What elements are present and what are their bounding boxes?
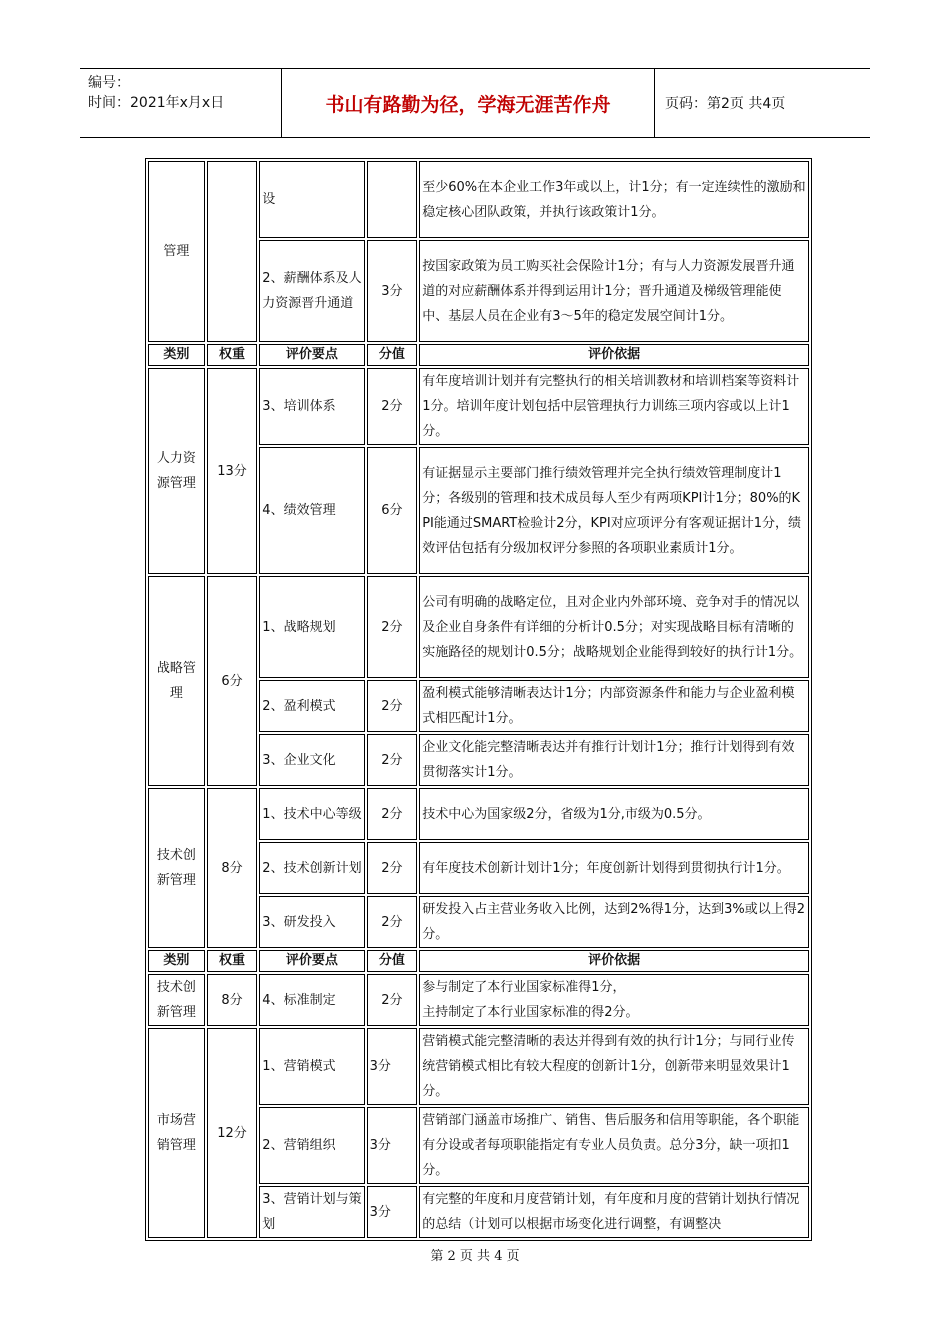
score-cell: [367, 161, 418, 238]
score-cell: 2分: [367, 842, 418, 894]
column-header-basis: 评价依据: [419, 344, 809, 366]
point-cell: 3、营销计划与策划: [259, 1186, 364, 1238]
basis-cell: 公司有明确的战略定位，且对企业内外部环境、竞争对手的情况以及企业自身条件有详细的分析计0.5分；对实现战略目标有清晰的实施路径的规划计0.5分；战略规划企业能得到较好的执行计1分。: [419, 576, 809, 678]
table-row: [148, 1028, 809, 1105]
category-cell: 管理: [148, 161, 205, 342]
code-label: 编号：: [88, 75, 130, 91]
weight-cell: 8分: [207, 974, 258, 1026]
page-label: 页码：第2页 共4页: [665, 96, 786, 112]
point-cell: 2、薪酬体系及人力资源晋升通道: [259, 240, 364, 342]
point-cell: 设: [259, 161, 364, 238]
category-cell: 市场营销管理: [148, 1028, 205, 1238]
basis-cell: 有年度培训计划并有完整执行的相关培训教材和培训档案等资料计1分。培训年度计划包括中层管理执行力训练三项内容或以上计1分。: [419, 368, 809, 445]
score-cell: 3分: [367, 1186, 418, 1238]
table-row: [148, 576, 809, 678]
header-meta: [80, 69, 281, 137]
basis-cell: 技术中心为国家级2分，省级为1分,市级为0.5分。: [419, 788, 809, 840]
point-cell: 3、研发投入: [259, 896, 364, 948]
table-row: [148, 788, 809, 840]
score-cell: 6分: [367, 447, 418, 574]
point-cell: 4、绩效管理: [259, 447, 364, 574]
page-header: [80, 68, 870, 138]
motto: 书山有路勤为径，学海无涯苦作舟: [281, 69, 655, 137]
column-header-row: [148, 950, 809, 972]
basis-cell: 营销部门涵盖市场推广、销售、售后服务和信用等职能，各个职能有分设或者每项职能指定有专业人员负责。总分3分，缺一项扣1分。: [419, 1107, 809, 1184]
basis-line: 主持制定了本行业国家标准的得2分。: [422, 1005, 639, 1020]
score-cell: 3分: [367, 1028, 418, 1105]
category-cell: 技术创新管理: [148, 788, 205, 948]
score-cell: 2分: [367, 734, 418, 786]
basis-cell: 按国家政策为员工购买社会保险计1分；有与人力资源发展晋升通道的对应薪酬体系并得到运用计1分；晋升通道及梯级管理能使中、基层人员在企业有3～5年的稳定发展空间计1分。: [419, 240, 809, 342]
basis-text: 有完整的年度和月度营销计划，有年度和月度的营销计划执行情况的总结（计划可以根据市场变化进行调整，有调整决: [422, 1192, 800, 1232]
column-header-point: 评价要点: [259, 344, 364, 366]
column-header-category: 类别: [148, 950, 205, 972]
score-cell: 3分: [367, 240, 418, 342]
point-cell: 4、标准制定: [259, 974, 364, 1026]
weight-cell: 6分: [207, 576, 258, 786]
weight-cell: [207, 161, 258, 342]
score-cell: 2分: [367, 576, 418, 678]
weight-cell: 13分: [207, 368, 258, 574]
weight-cell: 12分: [207, 1028, 258, 1238]
score-cell: 2分: [367, 368, 418, 445]
score-cell: 2分: [367, 896, 418, 948]
evaluation-table: [145, 158, 812, 1241]
column-header-point: 评价要点: [259, 950, 364, 972]
column-header-row: [148, 344, 809, 366]
column-header-score: 分值: [367, 950, 418, 972]
score-cell: 3分: [367, 1107, 418, 1184]
score-cell: 2分: [367, 974, 418, 1026]
point-cell: 3、培训体系: [259, 368, 364, 445]
column-header-weight: 权重: [207, 950, 258, 972]
point-cell: 1、营销模式: [259, 1028, 364, 1105]
point-cell: 2、盈利模式: [259, 680, 364, 732]
point-cell: 1、战略规划: [259, 576, 364, 678]
point-cell: 2、技术创新计划: [259, 842, 364, 894]
page-footer: 第 2 页 共 4 页: [430, 1249, 520, 1264]
column-header-basis: 评价依据: [419, 950, 809, 972]
category-cell: 技术创新管理: [148, 974, 205, 1026]
date-label: 时间：2021年x月x日: [88, 95, 225, 111]
basis-cell: [419, 1186, 809, 1238]
point-cell: 1、技术中心等级: [259, 788, 364, 840]
column-header-weight: 权重: [207, 344, 258, 366]
basis-cell: 企业文化能完整清晰表达并有推行计划计1分；推行计划得到有效贯彻落实计1分。: [419, 734, 809, 786]
score-cell: 2分: [367, 680, 418, 732]
basis-cell: 至少60%在本企业工作3年或以上，计1分；有一定连续性的激励和稳定核心团队政策，并执行该政策计1分。: [419, 161, 809, 238]
basis-cell: 研发投入占主营业务收入比例，达到2%得1分，达到3%或以上得2分。: [419, 896, 809, 948]
basis-cell: 有证据显示主要部门推行绩效管理并完全执行绩效管理制度计1分；各级别的管理和技术成员每人至少有两项KPI计1分；80%的KPI能通过SMART检验计2分，KPI对应项评分有客观证据计1分，绩效评估包括有分级加权评分参照的各项职业素质计1分。: [419, 447, 809, 574]
weight-cell: 8分: [207, 788, 258, 948]
table-row: [148, 368, 809, 445]
category-cell: 人力资源管理: [148, 368, 205, 574]
table-row: [148, 161, 809, 238]
category-cell: 战略管理: [148, 576, 205, 786]
basis-cell: 营销模式能完整清晰的表达并得到有效的执行计1分；与同行业传统营销模式相比有较大程度的创新计1分，创新带来明显效果计1分。: [419, 1028, 809, 1105]
basis-line: 参与制定了本行业国家标准得1分，: [422, 980, 626, 995]
basis-cell: 有年度技术创新计划计1分；年度创新计划得到贯彻执行计1分。: [419, 842, 809, 894]
table-row: [148, 974, 809, 1026]
point-cell: 3、企业文化: [259, 734, 364, 786]
basis-cell: [419, 974, 809, 1026]
column-header-category: 类别: [148, 344, 205, 366]
point-cell: 2、营销组织: [259, 1107, 364, 1184]
column-header-score: 分值: [367, 344, 418, 366]
score-cell: 2分: [367, 788, 418, 840]
basis-cell: 盈利模式能够清晰表达计1分；内部资源条件和能力与企业盈利模式相匹配计1分。: [419, 680, 809, 732]
